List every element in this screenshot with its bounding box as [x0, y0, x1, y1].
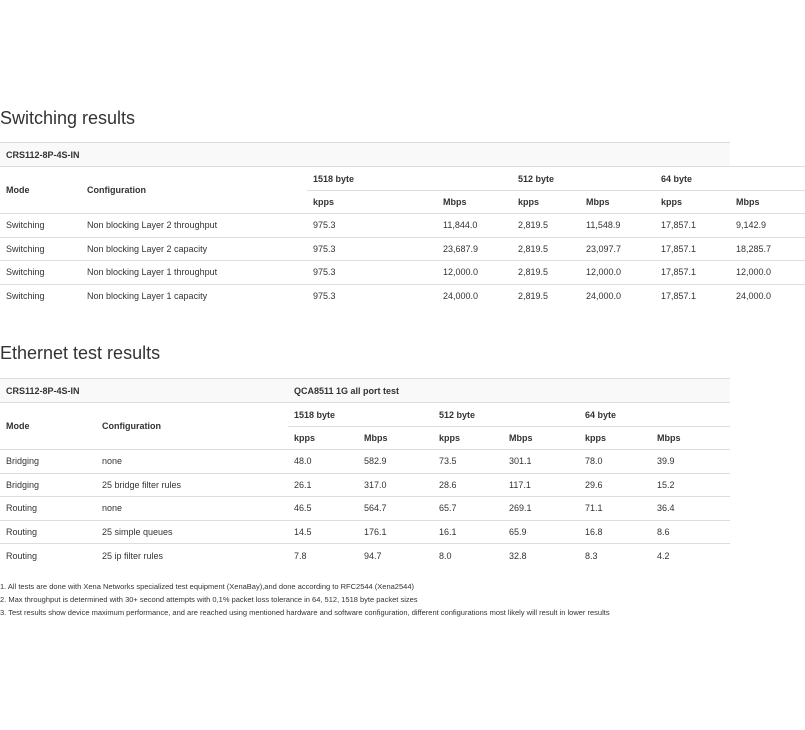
- value-cell: 176.1: [358, 520, 433, 544]
- ethernet-test-name: QCA8511 1G all port test: [288, 379, 730, 403]
- ethernet-title: Ethernet test results: [0, 343, 161, 363]
- value-cell: 39.9: [651, 450, 730, 474]
- switching-sub-mbps: Mbps: [437, 191, 512, 214]
- value-cell: 117.1: [503, 473, 579, 497]
- value-cell: 8.3: [579, 544, 651, 568]
- value-cell: 2,819.5: [512, 214, 580, 238]
- config-cell: Non blocking Layer 2 throughput: [81, 214, 307, 238]
- switching-col-mode: Mode: [0, 167, 81, 214]
- ethernet-sub-mbps: Mbps: [503, 427, 579, 450]
- value-cell: 24,000.0: [580, 284, 655, 308]
- value-cell: 564.7: [358, 497, 433, 521]
- value-cell: 7.8: [288, 544, 358, 568]
- value-cell: 975.3: [307, 214, 437, 238]
- value-cell: 17,857.1: [655, 284, 730, 308]
- ethernet-sub-mbps: Mbps: [358, 427, 433, 450]
- table-row: [0, 450, 730, 474]
- switching-model: CRS112-8P-4S-IN: [0, 143, 730, 167]
- value-cell: 11,548.9: [580, 214, 655, 238]
- table-row: [0, 497, 730, 521]
- value-cell: 975.3: [307, 237, 437, 261]
- config-cell: Non blocking Layer 1 throughput: [81, 261, 307, 285]
- table-row: [0, 520, 730, 544]
- table-row: [0, 214, 805, 238]
- switching-title: Switching results: [0, 108, 136, 128]
- value-cell: 975.3: [307, 284, 437, 308]
- value-cell: 18,285.7: [730, 237, 805, 261]
- footnote-2: 2. Max throughput is determined with 30+ second attempts with 0,1% packet loss tolerance in 64, 512, 1518 byte packet sizes: [0, 595, 418, 604]
- value-cell: 16.1: [433, 520, 503, 544]
- switching-group-512: 512 byte: [512, 167, 655, 191]
- switching-data-table: [0, 166, 805, 308]
- value-cell: 24,000.0: [730, 284, 805, 308]
- value-cell: 8.0: [433, 544, 503, 568]
- value-cell: 78.0: [579, 450, 651, 474]
- table-row: [0, 284, 805, 308]
- mode-cell: Routing: [0, 497, 96, 521]
- value-cell: 16.8: [579, 520, 651, 544]
- value-cell: 29.6: [579, 473, 651, 497]
- value-cell: 317.0: [358, 473, 433, 497]
- table-row: [0, 261, 805, 285]
- footnote-3: 3. Test results show device maximum performance, and are reached using mentioned hardware and software configuration, different configurations most likely will result in lower results: [0, 608, 610, 617]
- value-cell: 15.2: [651, 473, 730, 497]
- value-cell: 269.1: [503, 497, 579, 521]
- config-cell: Non blocking Layer 2 capacity: [81, 237, 307, 261]
- ethernet-table: [0, 378, 730, 567]
- ethernet-col-mode: Mode: [0, 403, 96, 450]
- value-cell: 73.5: [433, 450, 503, 474]
- config-cell: 25 simple queues: [96, 520, 288, 544]
- value-cell: 36.4: [651, 497, 730, 521]
- value-cell: 2,819.5: [512, 284, 580, 308]
- ethernet-group-64: 64 byte: [579, 403, 730, 427]
- mode-cell: Switching: [0, 261, 81, 285]
- ethernet-sub-kpps: kpps: [433, 427, 503, 450]
- switching-group-1518: 1518 byte: [307, 167, 512, 191]
- footnotes: [0, 580, 610, 619]
- switching-model-row: [0, 143, 730, 167]
- value-cell: 23,097.7: [580, 237, 655, 261]
- config-cell: 25 ip filter rules: [96, 544, 288, 568]
- switching-sub-mbps: Mbps: [580, 191, 655, 214]
- ethernet-body: [0, 450, 730, 568]
- table-row: [0, 544, 730, 568]
- switching-sub-kpps: kpps: [307, 191, 437, 214]
- config-cell: none: [96, 497, 288, 521]
- value-cell: 23,687.9: [437, 237, 512, 261]
- value-cell: 975.3: [307, 261, 437, 285]
- value-cell: 11,844.0: [437, 214, 512, 238]
- switching-group-row: [0, 167, 805, 191]
- value-cell: 582.9: [358, 450, 433, 474]
- value-cell: 12,000.0: [437, 261, 512, 285]
- value-cell: 8.6: [651, 520, 730, 544]
- table-row: [0, 237, 805, 261]
- value-cell: 28.6: [433, 473, 503, 497]
- value-cell: 71.1: [579, 497, 651, 521]
- ethernet-sub-kpps: kpps: [579, 427, 651, 450]
- ethernet-sub-mbps: Mbps: [651, 427, 730, 450]
- table-row: [0, 473, 730, 497]
- value-cell: 65.7: [433, 497, 503, 521]
- mode-cell: Switching: [0, 237, 81, 261]
- value-cell: 17,857.1: [655, 237, 730, 261]
- switching-group-64: 64 byte: [655, 167, 805, 191]
- switching-body: [0, 214, 805, 308]
- switching-sub-mbps: Mbps: [730, 191, 805, 214]
- mode-cell: Bridging: [0, 473, 96, 497]
- switching-table: [0, 142, 730, 167]
- mode-cell: Bridging: [0, 450, 96, 474]
- ethernet-group-512: 512 byte: [433, 403, 579, 427]
- value-cell: 46.5: [288, 497, 358, 521]
- value-cell: 4.2: [651, 544, 730, 568]
- value-cell: 17,857.1: [655, 214, 730, 238]
- ethernet-model: CRS112-8P-4S-IN: [0, 379, 288, 403]
- value-cell: 48.0: [288, 450, 358, 474]
- config-cell: 25 bridge filter rules: [96, 473, 288, 497]
- value-cell: 301.1: [503, 450, 579, 474]
- config-cell: Non blocking Layer 1 capacity: [81, 284, 307, 308]
- ethernet-group-row: [0, 403, 730, 427]
- ethernet-group-1518: 1518 byte: [288, 403, 433, 427]
- value-cell: 2,819.5: [512, 237, 580, 261]
- mode-cell: Switching: [0, 214, 81, 238]
- value-cell: 2,819.5: [512, 261, 580, 285]
- value-cell: 17,857.1: [655, 261, 730, 285]
- mode-cell: Switching: [0, 284, 81, 308]
- switching-col-config: Configuration: [81, 167, 307, 214]
- ethernet-col-config: Configuration: [96, 403, 288, 450]
- mode-cell: Routing: [0, 520, 96, 544]
- mode-cell: Routing: [0, 544, 96, 568]
- ethernet-sub-kpps: kpps: [288, 427, 358, 450]
- value-cell: 32.8: [503, 544, 579, 568]
- value-cell: 9,142.9: [730, 214, 805, 238]
- value-cell: 94.7: [358, 544, 433, 568]
- value-cell: 26.1: [288, 473, 358, 497]
- value-cell: 24,000.0: [437, 284, 512, 308]
- ethernet-model-row: [0, 379, 730, 403]
- footnote-1: 1. All tests are done with Xena Networks specialized test equipment (XenaBay),and done according to RFC2544 (Xena2544): [0, 582, 414, 591]
- value-cell: 14.5: [288, 520, 358, 544]
- value-cell: 12,000.0: [730, 261, 805, 285]
- value-cell: 65.9: [503, 520, 579, 544]
- config-cell: none: [96, 450, 288, 474]
- switching-sub-kpps: kpps: [512, 191, 580, 214]
- value-cell: 12,000.0: [580, 261, 655, 285]
- switching-sub-kpps: kpps: [655, 191, 730, 214]
